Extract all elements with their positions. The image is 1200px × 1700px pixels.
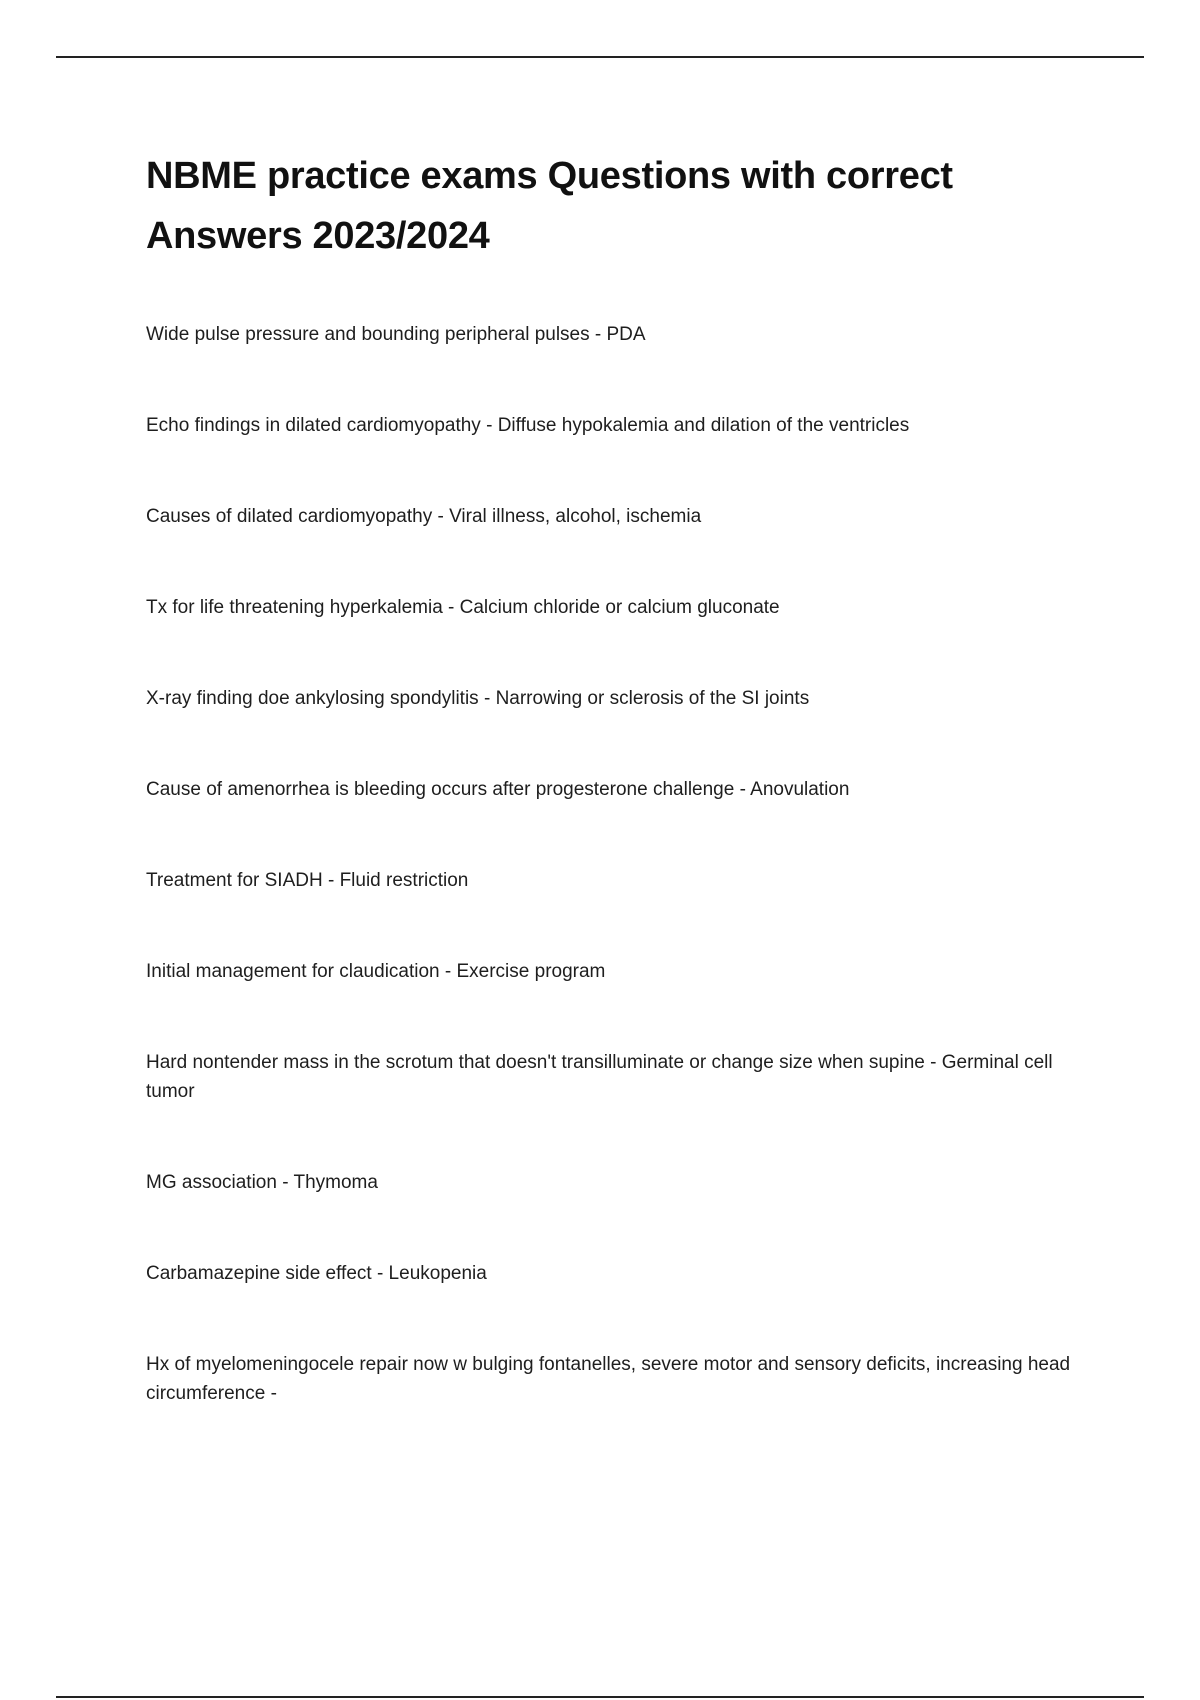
qa-list	[146, 320, 1092, 1470]
qa-item: Treatment for SIADH - Fluid restriction	[146, 870, 469, 891]
qa-item: Wide pulse pressure and bounding peripheral pulses - PDA	[146, 324, 646, 345]
qa-item: MG association - Thymoma	[146, 1172, 378, 1193]
qa-item: Tx for life threatening hyperkalemia - Calcium chloride or calcium gluconate	[146, 597, 780, 618]
qa-item: Carbamazepine side effect - Leukopenia	[146, 1263, 487, 1284]
header-rule	[56, 56, 1144, 58]
qa-item: X-ray finding doe ankylosing spondylitis - Narrowing or sclerosis of the SI joints	[146, 688, 810, 709]
qa-item: Cause of amenorrhea is bleeding occurs after progesterone challenge - Anovulation	[146, 779, 850, 800]
qa-item: Initial management for claudication - Exercise program	[146, 961, 606, 982]
title-line-2: Answers 2023/2024	[146, 215, 490, 257]
qa-item: Hx of myelomeningocele repair now w bulging fontanelles, severe motor and sensory deficits, increasing head circumference -	[146, 1354, 1071, 1404]
footer-rule	[56, 1696, 1144, 1698]
document-page	[146, 146, 1092, 1404]
qa-item: Hard nontender mass in the scrotum that doesn't transilluminate or change size when supine - Germinal cell tumor	[146, 1052, 1053, 1102]
qa-item: Causes of dilated cardiomyopathy - Viral illness, alcohol, ischemia	[146, 506, 702, 527]
title-line-1: NBME practice exams Questions with correct	[146, 155, 953, 197]
document-title	[146, 146, 1092, 266]
qa-item: Echo findings in dilated cardiomyopathy - Diffuse hypokalemia and dilation of the ventricles	[146, 415, 910, 436]
